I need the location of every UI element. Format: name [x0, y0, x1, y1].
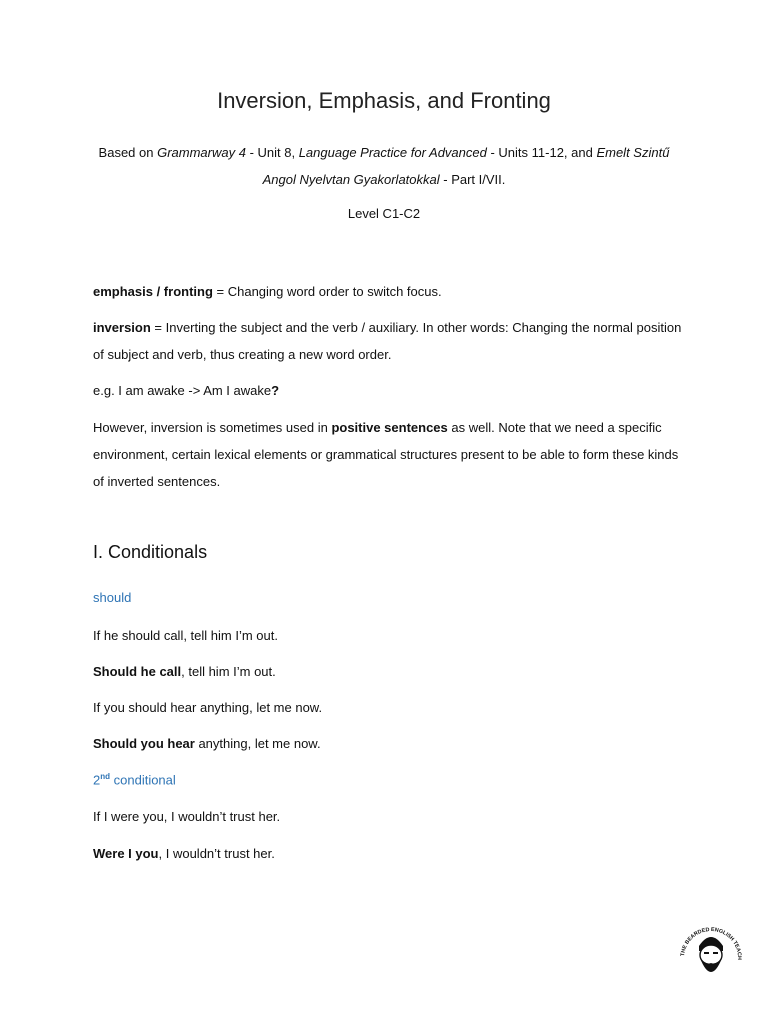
source-book-title: Language Practice for Advanced: [298, 145, 487, 160]
inverted-phrase: Should he call: [93, 664, 182, 679]
definition-emphasis: [93, 278, 683, 305]
question-mark: ?: [271, 383, 280, 398]
however-paragraph: [93, 414, 683, 495]
subsection-should: should: [93, 590, 132, 605]
source-text: Based on: [98, 145, 158, 160]
term: emphasis / fronting: [93, 284, 213, 299]
ordinal-suffix: nd: [100, 772, 111, 781]
subsection-second-conditional: [93, 772, 176, 787]
example-sentence: If I were you, I wouldn’t trust her.: [93, 809, 281, 824]
inverted-phrase: Should you hear: [93, 736, 195, 751]
example-sentence: If he should call, tell him I’m out.: [93, 628, 278, 643]
example-line: [93, 377, 683, 404]
sentence-rest: , I wouldn’t trust her.: [158, 846, 275, 861]
sentence-rest: anything, let me now.: [194, 736, 321, 751]
example-sentence: [93, 730, 683, 757]
section-heading: I. Conditionals: [93, 542, 208, 562]
source-text: - Units 11-12, and: [486, 145, 597, 160]
source-text: - Unit 8,: [245, 145, 299, 160]
level-label: Level C1-C2: [347, 206, 421, 221]
definition-text: = Inverting the subject and the verb / auxiliary. In other words: Changing the normal position of subject and verb, thus creating a new word order.: [93, 320, 682, 362]
example-sentence: If you should hear anything, let me now.: [93, 700, 323, 715]
source-note: [88, 139, 680, 193]
example-sentence: [93, 658, 683, 685]
definition-inversion: [93, 314, 683, 368]
inverted-phrase: Were I you: [93, 846, 159, 861]
paragraph-text: as well. Note that we need a specific environment, certain lexical elements or grammatical structures present to be able to form these kinds of inverted sentences.: [93, 420, 679, 489]
term: inversion: [93, 320, 151, 335]
source-text: - Part I/VII.: [439, 172, 506, 187]
document-title: Inversion, Emphasis, and Fronting: [217, 88, 551, 113]
paragraph-text: However, inversion is sometimes used in: [93, 420, 332, 435]
subsection-label: conditional: [110, 772, 176, 788]
example-sentence: [93, 840, 683, 867]
bearded-teacher-logo: [676, 906, 746, 986]
emphasis-text: positive sentences: [331, 420, 448, 435]
source-book-title: Grammarway 4: [157, 145, 246, 160]
logo-text: THE BEARDED ENGLISH TEACH: [680, 926, 743, 960]
bearded-face-icon: [699, 937, 723, 972]
definition-text: = Changing word order to switch focus.: [212, 284, 442, 299]
example-text: e.g. I am awake -> Am I awake: [93, 383, 272, 398]
sentence-rest: , tell him I’m out.: [181, 664, 276, 679]
ordinal-number: 2: [93, 772, 101, 788]
source-book-title: Emelt Szintű Angol Nyelvtan Gyakorlatokkal: [262, 145, 670, 187]
